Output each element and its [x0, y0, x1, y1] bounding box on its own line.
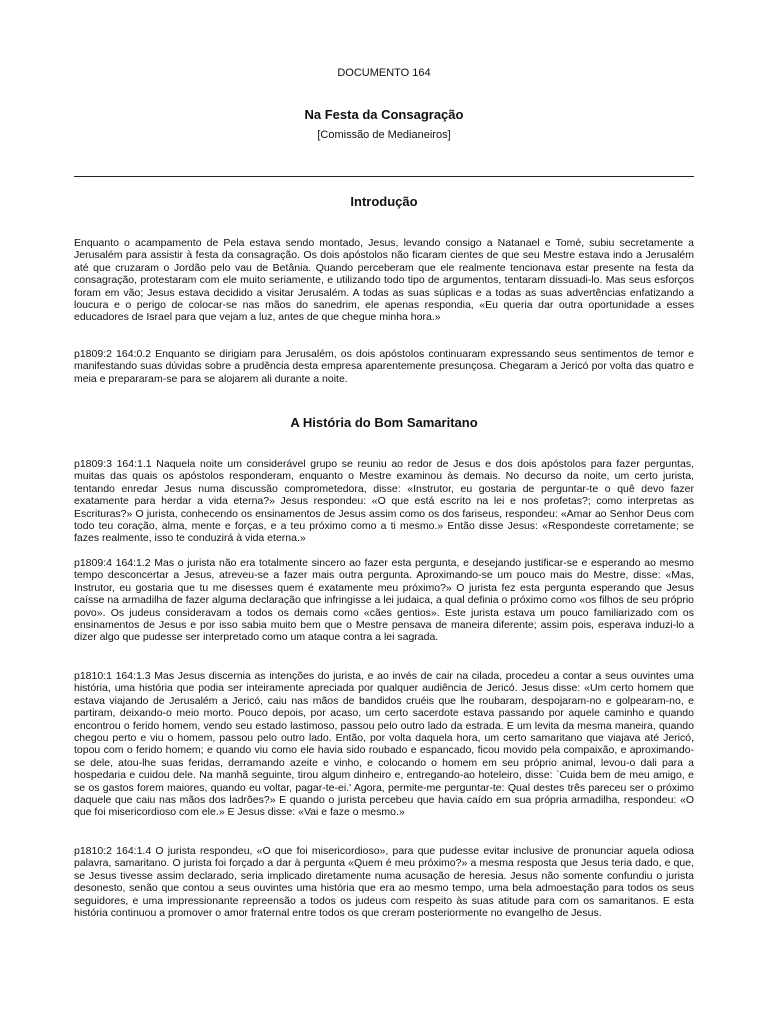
header-divider: [74, 176, 694, 177]
paragraph: p1809:3 164:1.1 Naquela noite um considerável grupo se reuniu ao redor de Jesus e dos dois apóstolos para fazer perguntas, muitas das quais os apóstolos responderam, enquanto o Mestre examinou às demais. No decurso da noite, um certo jurista, tentando enredar Jesus numa discussão comprometedora, disse: «Instrutor, eu gostaria de perguntar-te o quê devo fazer exatamente para herdar a vida eterna?» Jesus respondeu: «O que está escrito na lei e nos profetas?; como interpretas as Escrituras?» O jurista, conhecendo os ensinamentos de Jesus assim como os dos fariseus, respondeu: «Amar ao Senhor Deus com todo teu coração, alma, mente e forças, e a teu próximo como a ti mesmo.» Então disse Jesus: «Respondeste corretamente; se fazes realmente, isso te conduzirá à vida eterna.»: [74, 458, 694, 545]
document-title: Na Festa da Consagração: [304, 107, 464, 122]
section-heading-bom-samaritano: A História do Bom Samaritano: [290, 415, 478, 430]
paragraph: p1810:1 164:1.3 Mas Jesus discernia as intenções do jurista, e ao invés de cair na cilada, procedeu a contar a seus ouvintes uma história, uma história que podia ser inteiramente apreciada por qualquer audiência de Jericó. Jesus disse: «Um certo homem que estava viajando de Jerusalém a Jericó, caiu nas mãos de bandidos cruéis que lhe roubaram, despojaram-no e golpearam-no, e partiram, deixando-o meio morto. Pouco depois, por acaso, um certo sacerdote estava passando por aquele caminho e quando encontrou o ferido homem, vendo seu estado lastimoso, passou pelo outro lado da estrada. E um levita da mesma maneira, quando chegou perto e viu o homem, passou pelo outro lado. Então, por volta daquela hora, um certo samaritano que viajava até Jericó, topou com o ferido homem; e quando viu como ele havia sido roubado e espancado, ficou movido pela compaixão, e aproximando-se dele, atou-lhe suas feridas, derramando azeite e vinho, e colocando o homem em seu próprio animal, levou-o dali para a hospedaria e cuidou dele. Na manhã seguinte, tirou algum dinheiro e, entregando-ao hoteleiro, disse: `Cuida bem de meu amigo, e se os gastos forem maiores, quando eu voltar, pagar-te-ei.' Agora, permite-me perguntar-te: Qual destes três pareceu ser o próximo daquele que caiu nas mãos dos ladrões?» E quando o jurista percebeu que havia caído em sua própria armadilha, respondeu: «O que foi misericordioso com ele.» E Jesus disse: «Vai e faze o mesmo.»: [74, 670, 694, 819]
paragraph: p1809:4 164:1.2 Mas o jurista não era totalmente sincero ao fazer esta pergunta, e desejando justificar-se e esperando ao mesmo tempo desconcertar a Jesus, atreveu-se a fazer mais outra pergunta. Aproximando-se um pouco mais do Mestre, disse: «Mas, Instrutor, eu gostaria que tu me disesses quem é exatamente meu próximo?» O jurista fez esta pergunta esperando que Jesus caísse na armadilha de fazer alguma declaração que infringisse a lei judaica, a qual definia o próximo como «os filhos de seu próprio povo». Os judeus consideravam a todos os demais como «cães gentios». Este jurista estava um pouco familiarizado com os ensinamentos de Jesus e por isso sabia muito bem que o Mestre pensava de maneira diferente; assim pois, esperava induzi-lo a dizer algo que pudesse ser interpretado como um ataque contra a lei sagrada.: [74, 557, 694, 644]
paragraph: p1809:2 164:0.2 Enquanto se dirigiam para Jerusalém, os dois apóstolos continuaram expressando seus sentimentos de temor e manifestando suas dúvidas sobre a prudência desta empresa aparentemente presunçosa. Chegaram a Jericó por volta das quatro e meia e prepararam-se para se alojarem ali durante a noite.: [74, 348, 694, 385]
document-subtitle: [Comissão de Medianeiros]: [317, 129, 451, 141]
section-heading-introducao: Introdução: [350, 194, 418, 209]
paragraph: Enquanto o acampamento de Pela estava sendo montado, Jesus, levando consigo a Natanael e Tomé, subiu secretamente a Jerusalém para assistir à festa da consagração. Os dois apóstolos não ficaram cientes de que seu Mestre estava indo a Jerusalém até que cruzaram o Jordão pelo vau de Betânia. Quando perceberam que ele realmente tencionava estar presente na festa da consagração, protestaram com ele muito seriamente, e utilizando todo tipo de argumentos, tentaram dissuadi-lo. Mas seus esforços foram em vão; Jesus estava decidido a visitar Jerusalém. A todas as suas súplicas e a todas as suas advertências enfatizando a loucura e o perigo de colocar-se nas mãos do sanedrim, ele apenas respondia, «Eu queria dar outra oportunidade a esses educadores de Israel para que vejam a luz, antes de que chegue minha hora.»: [74, 237, 694, 324]
document-number: DOCUMENTO 164: [337, 67, 431, 79]
paragraph: p1810:2 164:1.4 O jurista respondeu, «O que foi misericordioso», para que pudesse evitar inclusive de pronunciar aquela odiosa palavra, samaritano. O jurista foi forçado a dar à pergunta «Quem é meu próximo?» a mesma resposta que Jesus teria dado, e que, se Jesus tivesse assim declarado, seria implicado diretamente numa acusação de heresia. Jesus não somente confundiu o jurista desonesto, senão que contou a seus ouvintes uma história que era ao mesmo tempo, uma bela admoestação para todos os seus seguidores, e uma impressionante repreensão a todos os judeus com respeito às suas atitude para com os samaritanos. E esta história continuou a promover o amor fraternal entre todos os que creram posteriormente no evangelho de Jesus.: [74, 845, 694, 920]
